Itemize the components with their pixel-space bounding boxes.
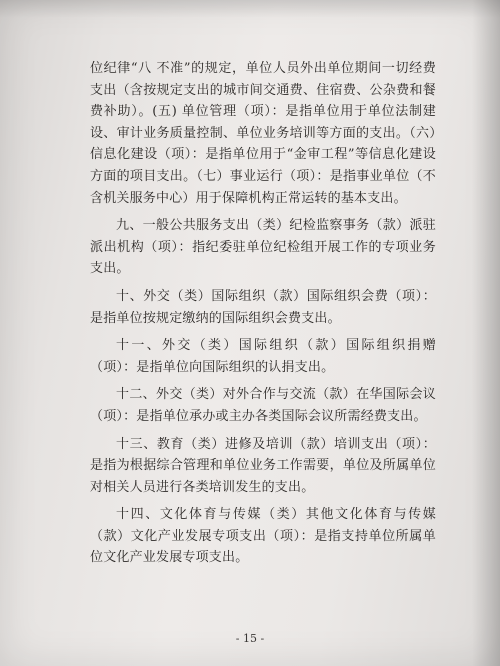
paragraph-item-12: 十二、外交（类）对外合作与交流（款）在华国际会议（项）：是指单位承办或主办各类国际会议所需经费支出。 [90, 387, 436, 424]
paragraph-item-9: 九、一般公共服务支出（类）纪检监察事务（款）派驻派出机构（项）：指纪委驻单位纪检组开展工作的专项业务支出。 [90, 218, 436, 277]
paragraph-item-10: 十、外交（类）国际组织（款）国际组织会费（项）：是指单位按规定缴纳的国际组织会费支出。 [90, 288, 436, 326]
paragraph-item-13: 十三、教育（类）进修及培训（款）培训支出（项）：是指为根据综合管理和单位业务工作需要，单位及所属单位对相关人员进行各类培训发生的支出。 [90, 436, 436, 495]
document-body [90, 58, 436, 575]
page-shadow-right [472, 0, 500, 666]
page-shadow-top [0, 0, 500, 18]
paragraph-item-11: 十一、外交（类）国际组织（款）国际组织捐赠（项）：是指单位向国际组织的认捐支出。 [90, 338, 436, 375]
paragraph-item-14: 十四、文化体育与传媒（类）其他文化体育与传媒（款）文化产业发展专项支出（项）：是指支持单位所属单位文化产业发展专项支出。 [90, 507, 436, 566]
page-number: - 15 - [235, 632, 265, 645]
paragraph-continued: 位纪律“八 不准”的规定，单位人员外出单位期间一切经费支出（含按规定支出的城市间交通费、住宿费、公杂费和餐费补助）。(五) 单位管理（项）：是指单位用于单位法制建设、审计业务质量控制、单位业务培训等方面的支出。（六）信息化建设（项）：是指单位用于“金审工程”等信息化建设方面的项目支出。（七）事业运行（项）：是指事业单位（不含机关服务中心）用于保障机构正常运转的基本支出。 [90, 61, 436, 206]
